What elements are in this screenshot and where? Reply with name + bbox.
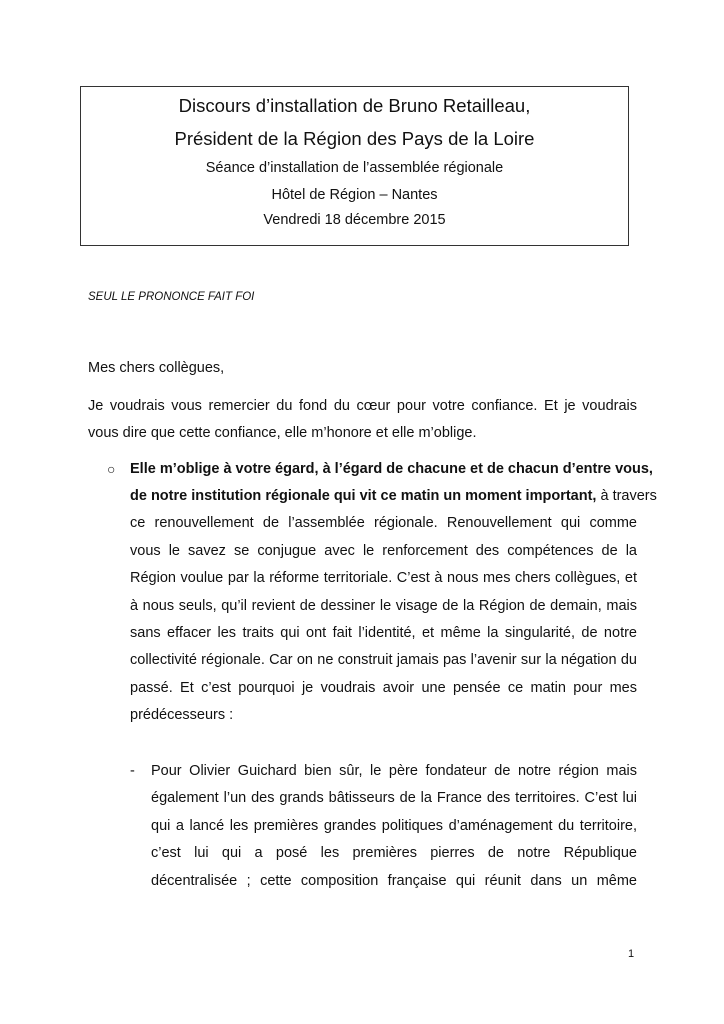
dash-line-2: également l’un des grands bâtisseurs de la France des territoires. C’est lui bbox=[151, 790, 637, 806]
page-number: 1 bbox=[628, 948, 635, 960]
salutation: Mes chers collègues, bbox=[88, 360, 225, 376]
dash-marker: - bbox=[130, 763, 135, 779]
disclaimer: SEUL LE PRONONCE FAIT FOI bbox=[88, 291, 255, 303]
bullet-line-6: à nous seuls, qu’il revient de dessiner le visage de la Région de demain, mais bbox=[130, 598, 637, 614]
bullet-line-3: ce renouvellement de l’assemblée régionale. Renouvellement qui comme bbox=[130, 515, 637, 531]
bullet-line-2-rest: à travers bbox=[596, 488, 657, 504]
date: Vendredi 18 décembre 2015 bbox=[263, 212, 446, 228]
bullet-line-2-bold: de notre institution régionale qui vit ce matin un moment important, bbox=[130, 488, 597, 504]
venue: Hôtel de Région – Nantes bbox=[271, 187, 438, 203]
bullet-line-4: vous le savez se conjugue avec le renforcement des compétences de la bbox=[130, 543, 637, 559]
bullet-line-7: sans effacer les traits qui ont fait l’identité, et même la singularité, de notre bbox=[130, 625, 637, 641]
bullet-line-10: prédécesseurs : bbox=[130, 707, 234, 723]
dash-line-3: qui a lancé les premières grandes politiques d’aménagement du territoire, bbox=[151, 818, 637, 834]
intro-line-2: vous dire que cette confiance, elle m’honore et elle m’oblige. bbox=[88, 425, 477, 441]
bullet-line-8: collectivité régionale. Car on ne construit jamais pas l’avenir sur la négation du bbox=[130, 652, 637, 668]
bullet-line-9: passé. Et c’est pourquoi je voudrais avoir une pensée ce matin pour mes bbox=[130, 680, 637, 696]
dash-line-5: décentralisée ; cette composition française qui réunit dans un même bbox=[151, 873, 637, 889]
title-box bbox=[80, 86, 629, 246]
bullet-line-1: Elle m’oblige à votre égard, à l’égard de chacune et de chacun d’entre vous, bbox=[130, 461, 653, 477]
bullet-marker: ○ bbox=[107, 461, 116, 477]
bullet-line-2 bbox=[130, 488, 657, 504]
dash-line-1: Pour Olivier Guichard bien sûr, le père fondateur de notre région mais bbox=[151, 763, 637, 779]
intro-line-1: Je voudrais vous remercier du fond du cœur pour votre confiance. Et je voudrais bbox=[88, 398, 637, 414]
dash-line-4: c’est lui qui a posé les premières pierres de notre République bbox=[151, 845, 637, 861]
speaker-title: Président de la Région des Pays de la Loire bbox=[174, 128, 535, 149]
speech-title: Discours d’installation de Bruno Retailleau, bbox=[178, 95, 531, 116]
bullet-line-5: Région voulue par la réforme territoriale. C’est à nous mes chers collègues, et bbox=[130, 570, 637, 586]
session-name: Séance d’installation de l’assemblée régionale bbox=[205, 160, 504, 176]
